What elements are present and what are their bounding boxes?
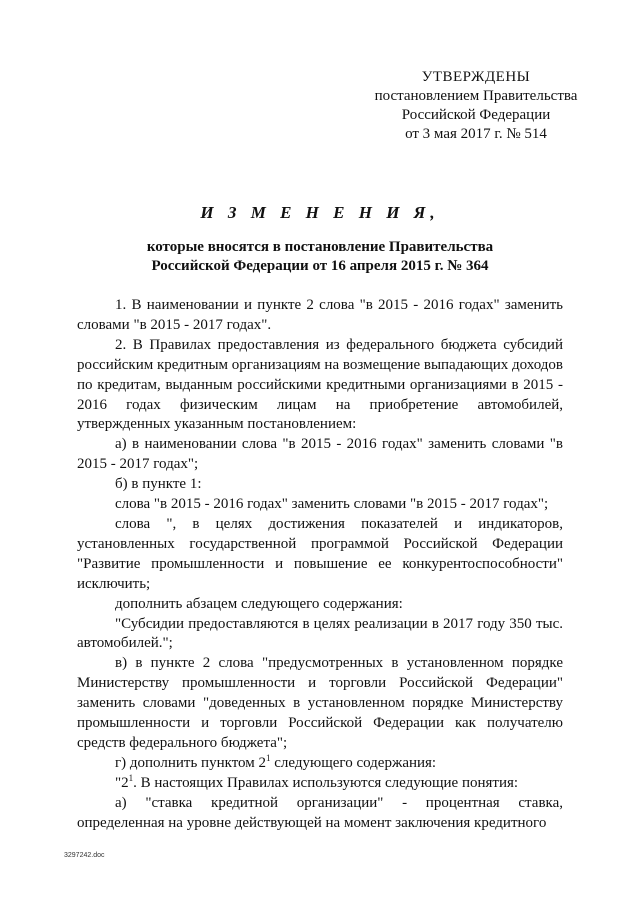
- approval-line-3: от 3 мая 2017 г. № 514: [405, 126, 547, 142]
- paragraph-11-text-end: . В настоящих Правилах используются следующие понятия:: [133, 774, 519, 791]
- footer-doc-code: 3297242.doc: [64, 852, 105, 859]
- approval-title: УТВЕРЖДЕНЫ: [421, 69, 531, 85]
- paragraph-10-superscript: 1: [266, 752, 271, 763]
- approval-block: [346, 68, 606, 144]
- paragraph-4: б) в пункте 1:: [115, 476, 202, 493]
- document-heading: [0, 202, 640, 276]
- heading-title: И З М Е Н Е Н И Я,: [200, 203, 440, 222]
- paragraph-9: в) в пункте 2 слова "предусмотренных в установленном порядке Министерству промышленности и торговли Российской Федерации" заменить словами "доведенных в установленном порядке Министерству промышленности и торговли Российской Федерации как получателю средств федерального бюджета";: [77, 655, 563, 751]
- paragraph-10-text-end: следующего содержания:: [270, 754, 437, 771]
- paragraph-10-text-start: г) дополнить пунктом 2: [115, 754, 267, 771]
- approval-line-1: постановлением Правительства: [374, 88, 578, 104]
- heading-subtitle: [0, 238, 640, 276]
- paragraph-5: слова "в 2015 - 2016 годах" заменить словами "в 2015 - 2017 годах";: [115, 496, 549, 513]
- document-body: [77, 296, 563, 833]
- paragraph-1: 1. В наименовании и пункте 2 слова "в 2015 - 2016 годах" заменить словами "в 2015 - 2017 годах".: [77, 297, 563, 333]
- paragraph-11-superscript: 1: [128, 772, 134, 783]
- paragraph-3: а) в наименовании слова "в 2015 - 2016 годах" заменить словами "в 2015 - 2017 годах";: [77, 436, 563, 473]
- paragraph-11-text-start: "2: [115, 774, 129, 791]
- paragraph-12: а) "ставка кредитной организации" - процентная ставка, определенная на уровне действующей на момент заключения кредитного: [77, 794, 563, 831]
- heading-subtitle-line-1: которые вносятся в постановление Правительства: [146, 239, 494, 255]
- paragraph-10: [77, 754, 563, 774]
- paragraph-11: [77, 774, 563, 794]
- paragraph-6: слова ", в целях достижения показателей и индикаторов, установленных государственной программой Российской Федерации "Развитие промышленности и повышение ее конкурентоспособности" исключить;: [77, 515, 563, 592]
- heading-subtitle-line-2: Российской Федерации от 16 апреля 2015 г. № 364: [151, 258, 489, 274]
- approval-line-2: Российской Федерации: [401, 107, 551, 123]
- paragraph-8: "Субсидии предоставляются в целях реализации в 2017 году 350 тыс. автомобилей.";: [77, 615, 563, 652]
- paragraph-2: 2. В Правилах предоставления из федерального бюджета субсидий российским кредитным организациям на возмещение выпадающих доходов по кредитам, выданным российскими кредитными организациями в 2015 - 2016 годах физическим лицам на приобретение автомобилей, утвержденных указанным постановлением:: [77, 336, 563, 433]
- paragraph-7: дополнить абзацем следующего содержания:: [115, 595, 403, 612]
